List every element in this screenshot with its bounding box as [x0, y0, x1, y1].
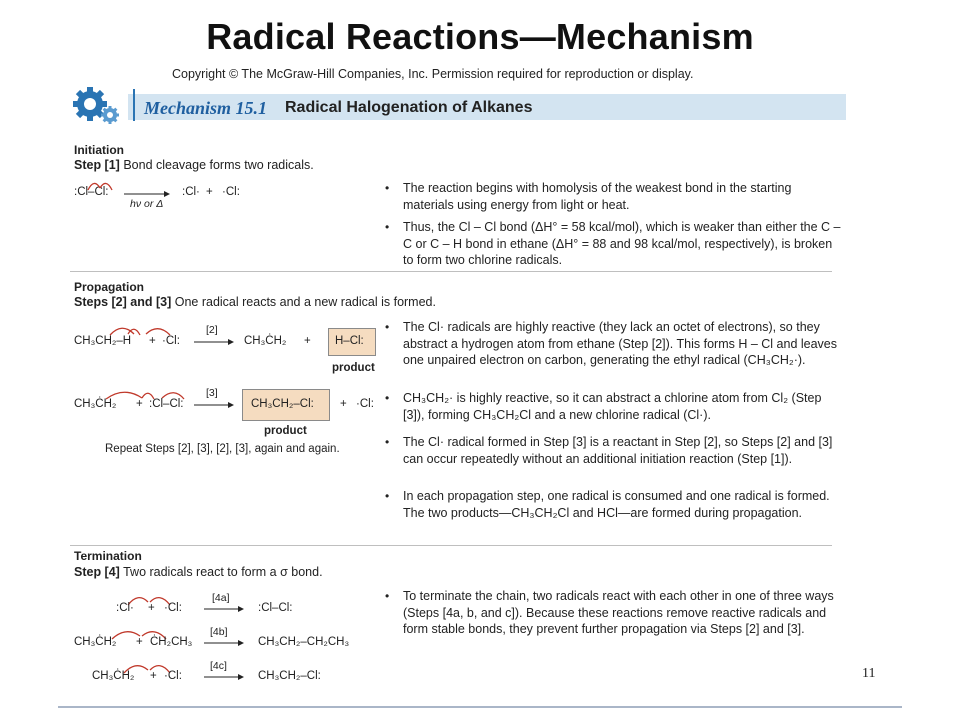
reactant-ethyl-radical: CH₃ĊH₂ — [74, 398, 117, 410]
step-number: Step [4] — [74, 565, 120, 579]
product-radical-2: ·Cl: — [222, 186, 240, 198]
reactant-ethane: CH₃CH₂–H — [74, 335, 132, 347]
termination-step — [74, 565, 323, 579]
step-label: [4c] — [210, 660, 227, 672]
propagation-heading: Propagation — [74, 280, 145, 294]
step-description: Bond cleavage forms two radicals. — [123, 158, 314, 172]
reaction-arrow — [194, 337, 234, 347]
reactant-2: ·Cl: — [164, 670, 182, 682]
product: :Cl–Cl: — [258, 602, 293, 614]
step-label: [3] — [206, 387, 218, 399]
plus-sign: + — [148, 602, 155, 614]
plus-sign: + — [340, 398, 347, 410]
step-label: [4a] — [212, 592, 230, 604]
step-label: [4b] — [210, 626, 228, 638]
reactant-2: ĊH₂CH₃ — [150, 636, 193, 648]
product-radical-1: :Cl· — [182, 186, 200, 198]
step-description: Two radicals react to form a σ bond. — [123, 565, 323, 579]
product-chloroethane: CH₃CH₂–Cl: — [251, 398, 314, 410]
plus-sign: + — [304, 335, 311, 347]
section-divider — [70, 271, 832, 272]
reactant-2: ·Cl: — [164, 602, 182, 614]
step-number: Steps [2] and [3] — [74, 295, 172, 309]
reactant: :Cl–Cl: — [74, 186, 109, 198]
plus-sign: + — [136, 398, 143, 410]
plus-sign: + — [150, 670, 157, 682]
plus-sign: + — [206, 186, 213, 198]
slide-title: Radical Reactions—Mechanism — [206, 16, 754, 57]
reactant-chlorine-radical: ·Cl: — [162, 335, 180, 347]
product-label: product — [264, 425, 307, 437]
product-chlorine-radical: ·Cl: — [356, 398, 374, 410]
plus-sign: + — [136, 636, 143, 648]
plus-sign: + — [149, 335, 156, 347]
reactant-1: :Cl· — [116, 602, 134, 614]
repeat-note: Repeat Steps [2], [3], [2], [3], again and again. — [105, 443, 340, 455]
mechanism-banner — [70, 84, 846, 124]
product: CH₃CH₂–Cl: — [258, 670, 321, 682]
step-description: One radical reacts and a new radical is formed. — [174, 295, 436, 309]
product-hcl: H–Cl: — [335, 335, 364, 347]
banner-separator — [133, 89, 135, 121]
step-label: [2] — [206, 324, 218, 336]
mechanism-number: Mechanism 15.1 — [144, 98, 268, 118]
reaction-arrow — [204, 638, 244, 648]
propagation-step — [74, 295, 436, 309]
reactant-1: CH₃ĊH₂ — [92, 670, 135, 682]
reaction-arrow — [204, 672, 244, 682]
reactant-1: CH₃ĊH₂ — [74, 636, 117, 648]
termination-heading: Termination — [74, 549, 142, 563]
gear-icon — [70, 84, 126, 126]
product-label: product — [332, 362, 375, 374]
initiation-heading: Initiation — [74, 143, 124, 157]
reactant-chlorine: :Cl–Cl: — [149, 398, 184, 410]
product: CH₃CH₂–CH₂CH₃ — [258, 636, 350, 648]
page-number: 11 — [862, 666, 876, 681]
reaction-arrow — [204, 604, 244, 614]
copyright-notice: Copyright © The McGraw-Hill Companies, Inc. Permission required for reproduction or display. — [172, 67, 694, 81]
fishhook-arrows — [100, 322, 180, 336]
reaction-condition: hν or Δ — [130, 198, 164, 210]
reaction-arrow — [194, 400, 234, 410]
fishhook-arrows — [80, 178, 120, 192]
mechanism-title: Radical Halogenation of Alkanes — [285, 99, 533, 116]
step-number: Step [1] — [74, 158, 120, 172]
footer-rule — [58, 706, 902, 708]
product-ethyl-radical: CH₃ĊH₂ — [244, 335, 287, 347]
initiation-step — [74, 158, 314, 172]
section-divider — [70, 545, 832, 546]
